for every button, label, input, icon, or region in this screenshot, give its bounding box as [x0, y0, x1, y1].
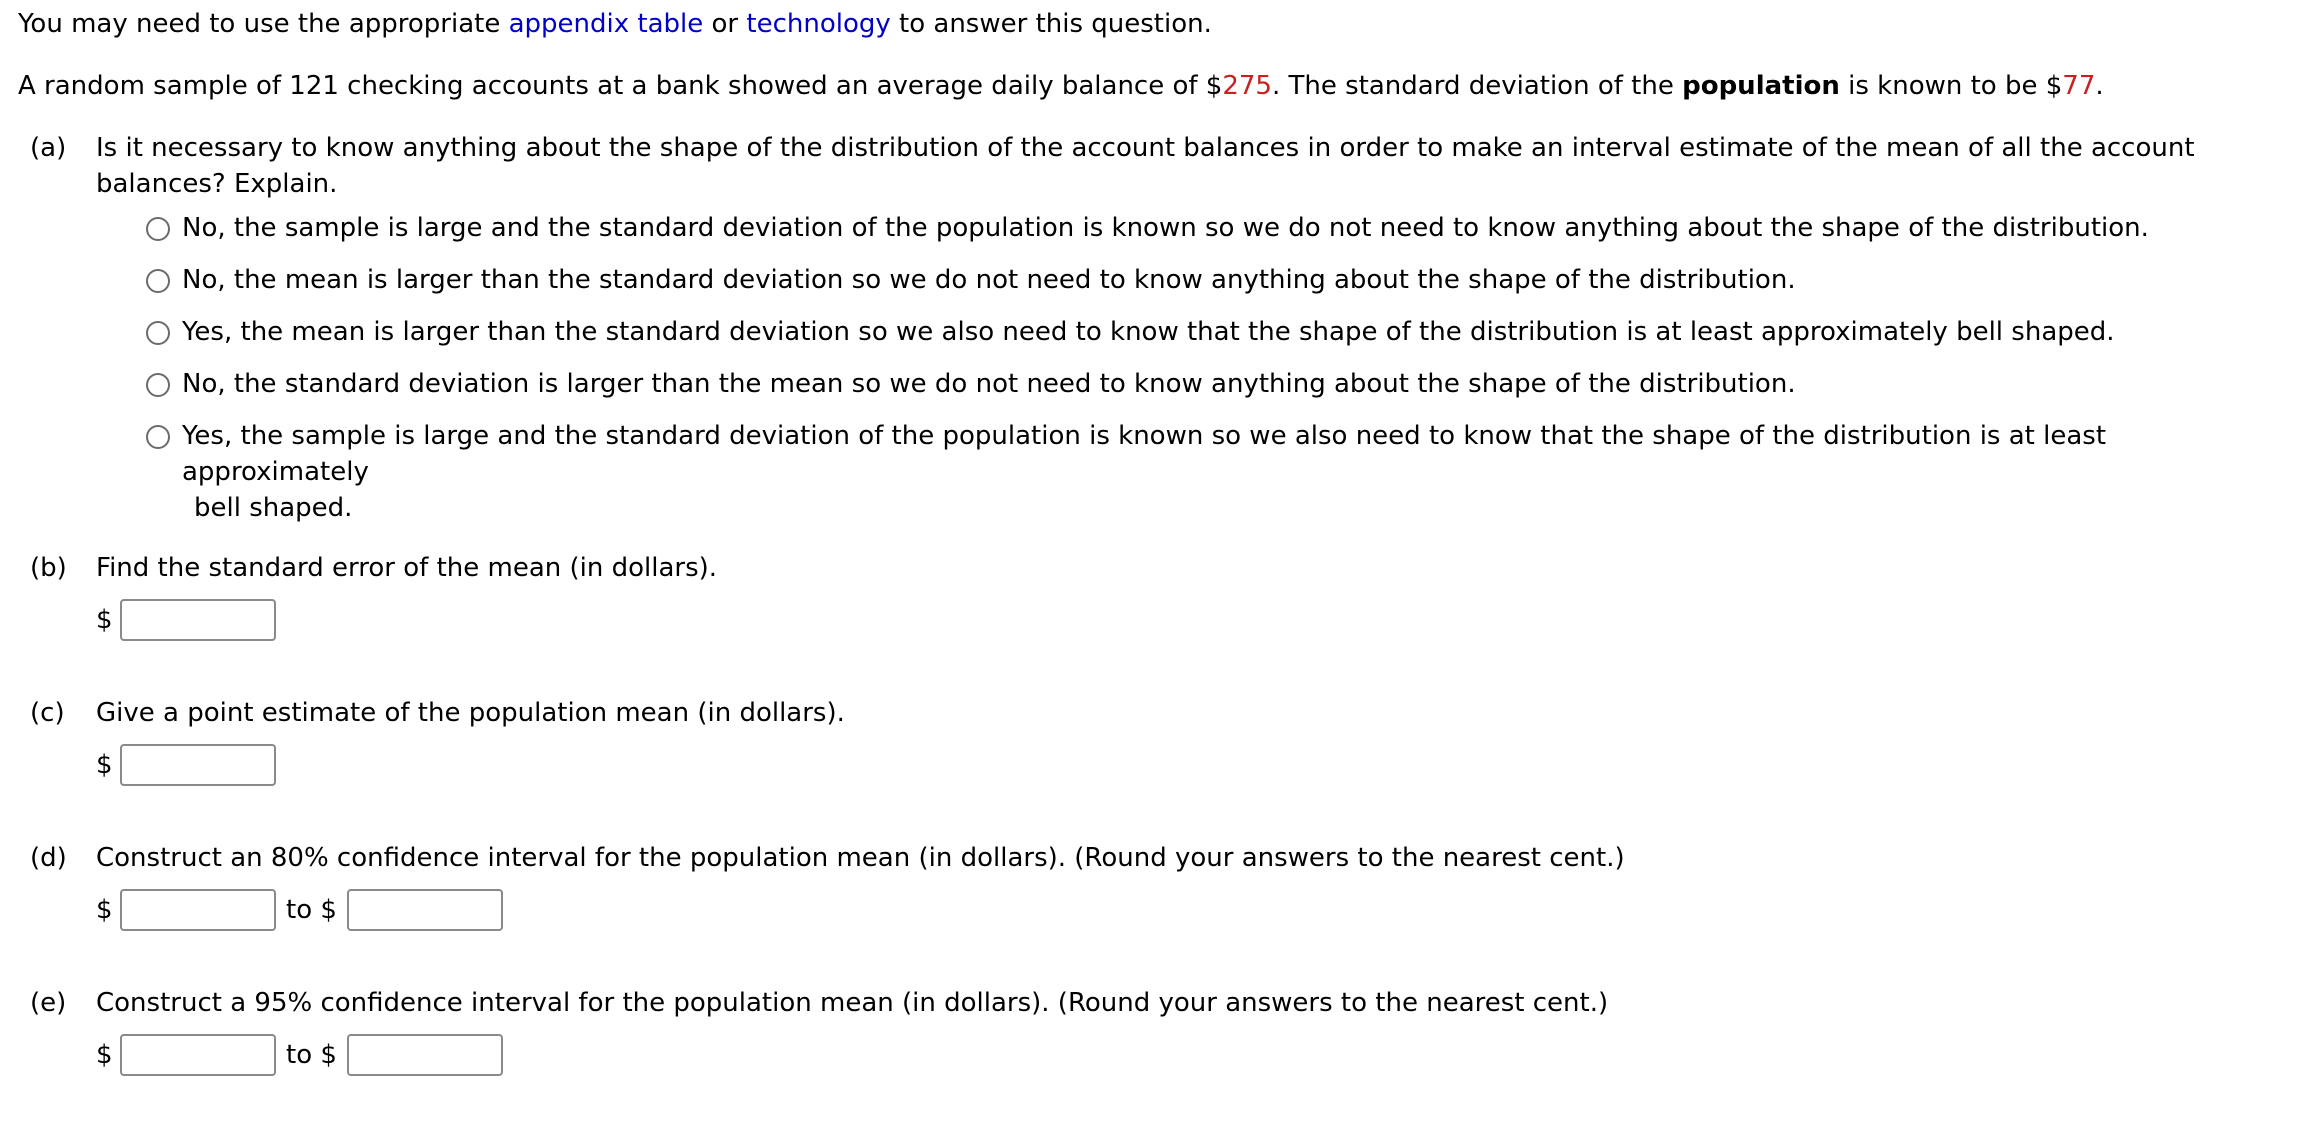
part-a-option-5[interactable]: [146, 418, 2296, 526]
option-label: No, the mean is larger than the standard deviation so we do not need to know anything about the shape of the distribution.: [182, 265, 1796, 295]
problem-text-1: A random sample of 121 checking accounts at a bank showed an average daily balance of $: [18, 71, 1223, 101]
part-d-question: Construct an 80% confidence interval for the population mean (in dollars). (Round your answers to the nearest cent.): [96, 843, 1625, 873]
part-e: [30, 985, 2300, 1085]
option-label-line-2: bell shaped.: [194, 493, 353, 523]
radio-button[interactable]: [146, 425, 170, 449]
dollar-sign: $: [96, 1040, 113, 1070]
part-a-option-2[interactable]: [146, 262, 2296, 298]
ci-80-upper-input[interactable]: [347, 889, 503, 931]
to-label: to $: [286, 1040, 337, 1070]
part-b-answer-row: [96, 598, 276, 642]
intro-prefix: You may need to use the appropriate: [18, 9, 509, 39]
appendix-table-link[interactable]: appendix table: [508, 9, 704, 39]
part-a-option-4[interactable]: [146, 366, 2296, 402]
population-emphasis: population: [1682, 71, 1840, 101]
part-b-label: (b): [30, 553, 67, 583]
radio-button[interactable]: [146, 269, 170, 293]
part-d: [30, 840, 2300, 940]
dollar-sign: $: [96, 895, 113, 925]
to-label: to $: [286, 895, 337, 925]
intro-line: [18, 6, 1212, 42]
population-sd-value: 77: [2062, 71, 2096, 101]
part-a: [30, 130, 2300, 523]
option-label: No, the standard deviation is larger than the mean so we do not need to know anything about the shape of the distribution.: [182, 369, 1796, 399]
point-estimate-input[interactable]: [120, 744, 276, 786]
intro-middle: or: [703, 9, 747, 39]
technology-link[interactable]: technology: [746, 9, 891, 39]
part-e-answer-row: [96, 1033, 503, 1077]
problem-text-4: .: [2095, 71, 2104, 101]
option-label: Yes, the mean is larger than the standard deviation so we also need to know that the shape of the distribution is at least approximately bell shaped.: [182, 317, 2115, 347]
radio-button[interactable]: [146, 373, 170, 397]
part-c-question: Give a point estimate of the population mean (in dollars).: [96, 698, 845, 728]
part-c: [30, 695, 2300, 795]
part-d-answer-row: [96, 888, 503, 932]
part-b: [30, 550, 2300, 650]
part-c-answer-row: [96, 743, 276, 787]
option-label-line-1: Yes, the sample is large and the standard deviation of the population is known so we also need to know that the shape of the distribution is at least approximately: [182, 421, 2107, 487]
part-a-option-3[interactable]: [146, 314, 2296, 350]
part-c-label: (c): [30, 698, 65, 728]
average-balance-value: 275: [1222, 71, 1272, 101]
option-label: No, the sample is large and the standard deviation of the population is known so we do not need to know anything about the shape of the distribution.: [182, 213, 2149, 243]
part-d-label: (d): [30, 843, 67, 873]
dollar-sign: $: [96, 605, 113, 635]
part-e-label: (e): [30, 988, 67, 1018]
ci-95-lower-input[interactable]: [120, 1034, 276, 1076]
part-a-option-1[interactable]: [146, 210, 2296, 246]
option-label: [182, 418, 2282, 526]
radio-button[interactable]: [146, 321, 170, 345]
part-a-question: Is it necessary to know anything about the shape of the distribution of the account balances in order to make an interval estimate of the mean of all the account balances? Explain.: [96, 133, 2195, 199]
problem-text-3: is known to be $: [1839, 71, 2063, 101]
problem-text-2: . The standard deviation of the: [1271, 71, 1683, 101]
ci-80-lower-input[interactable]: [120, 889, 276, 931]
part-a-label: (a): [30, 133, 67, 163]
part-e-question: Construct a 95% confidence interval for the population mean (in dollars). (Round your answers to the nearest cent.): [96, 988, 1609, 1018]
ci-95-upper-input[interactable]: [347, 1034, 503, 1076]
standard-error-input[interactable]: [120, 599, 276, 641]
intro-suffix: to answer this question.: [890, 9, 1212, 39]
problem-statement: [18, 68, 2104, 104]
radio-button[interactable]: [146, 217, 170, 241]
dollar-sign: $: [96, 750, 113, 780]
part-b-question: Find the standard error of the mean (in dollars).: [96, 553, 718, 583]
